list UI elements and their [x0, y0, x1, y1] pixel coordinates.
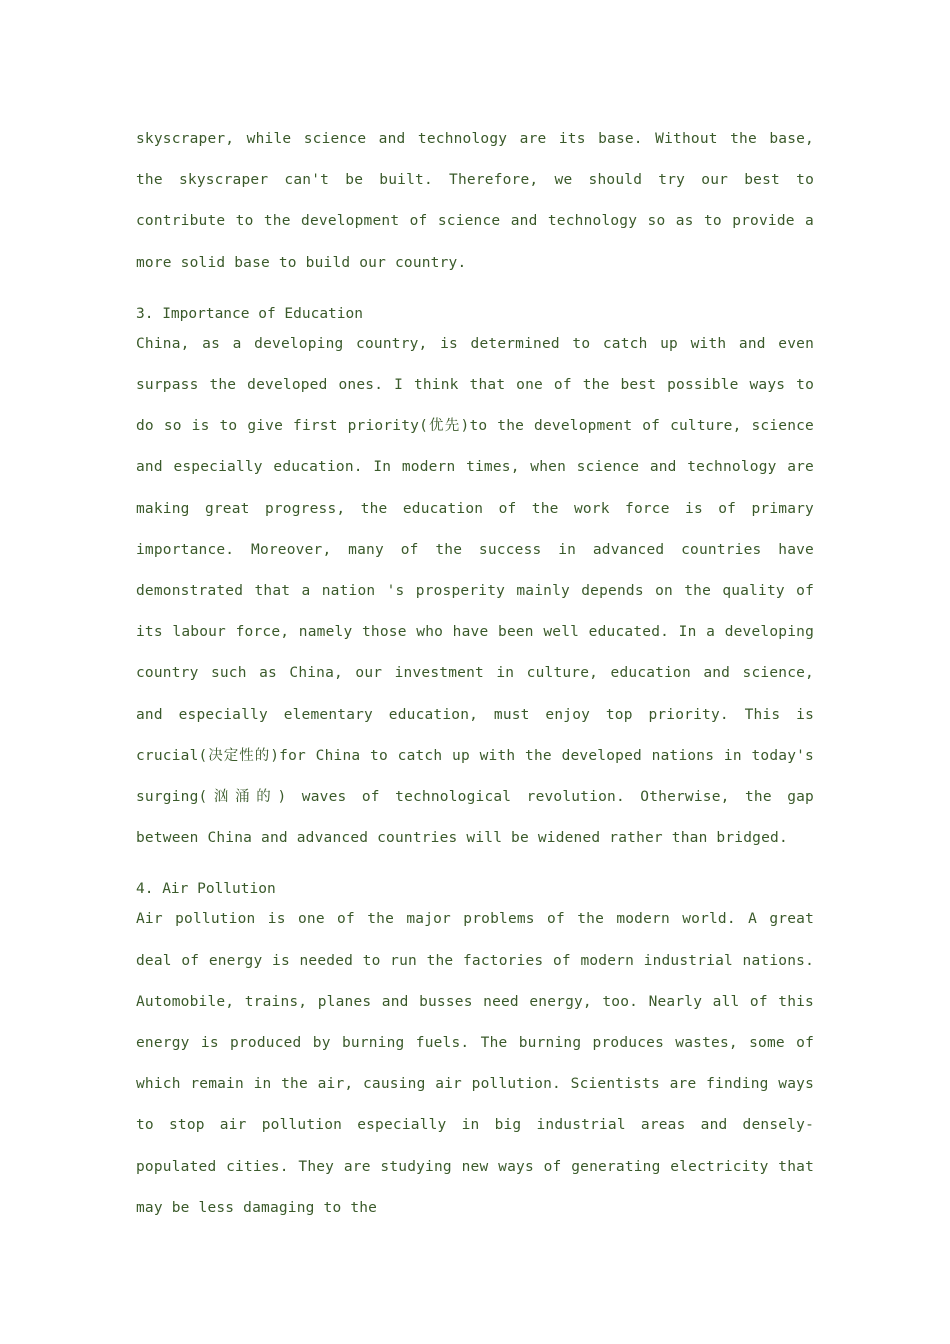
- section-body-air-pollution: Air pollution is one of the major problems of the modern world. A great deal of energy is needed to run the factories of modern industrial nations. Automobile, trains, planes and busses need energy, too. Nearly all of this energy is produced by burning fuels. The burning produces wastes, some of which remain in the air, causing air pollution. Scientists are finding ways to stop air pollution especially in big industrial areas and densely-populated cities. They are studying new ways of generating electricity that may be less damaging to the: [136, 911, 814, 1216]
- section-heading-air-pollution: 4. Air Pollution: [136, 881, 276, 898]
- section-body-education: China, as a developing country, is determined to catch up with and even surpass the developed ones. I think that one of the best possible ways to do so is to give first priority(优先)to the development of culture, science and especially education. In modern times, when science and technology are making great progress, the education of the work force is of primary importance. Moreover, many of the success in advanced countries have demonstrated that a nation 's prosperity mainly depends on the quality of its labour force, namely those who have been well educated. In a developing country such as China, our investment in culture, education and science, and especially elementary education, must enjoy top priority. This is crucial(决定性的)for China to catch up with the developed nations in today's surging(汹涌的) waves of technological revolution. Otherwise, the gap between China and advanced countries will be widened rather than bridged.: [136, 335, 814, 847]
- section-heading-education: 3. Importance of Education: [136, 305, 363, 322]
- document-page: [136, 119, 814, 1229]
- section-spacer: [136, 859, 814, 879]
- intro-paragraph: skyscraper, while science and technology are its base. Without the base, the skyscraper can't be built. Therefore, we should try our best to contribute to the development of science and technology so as to provide a more solid base to build our country.: [136, 131, 814, 271]
- section-spacer: [136, 284, 814, 304]
